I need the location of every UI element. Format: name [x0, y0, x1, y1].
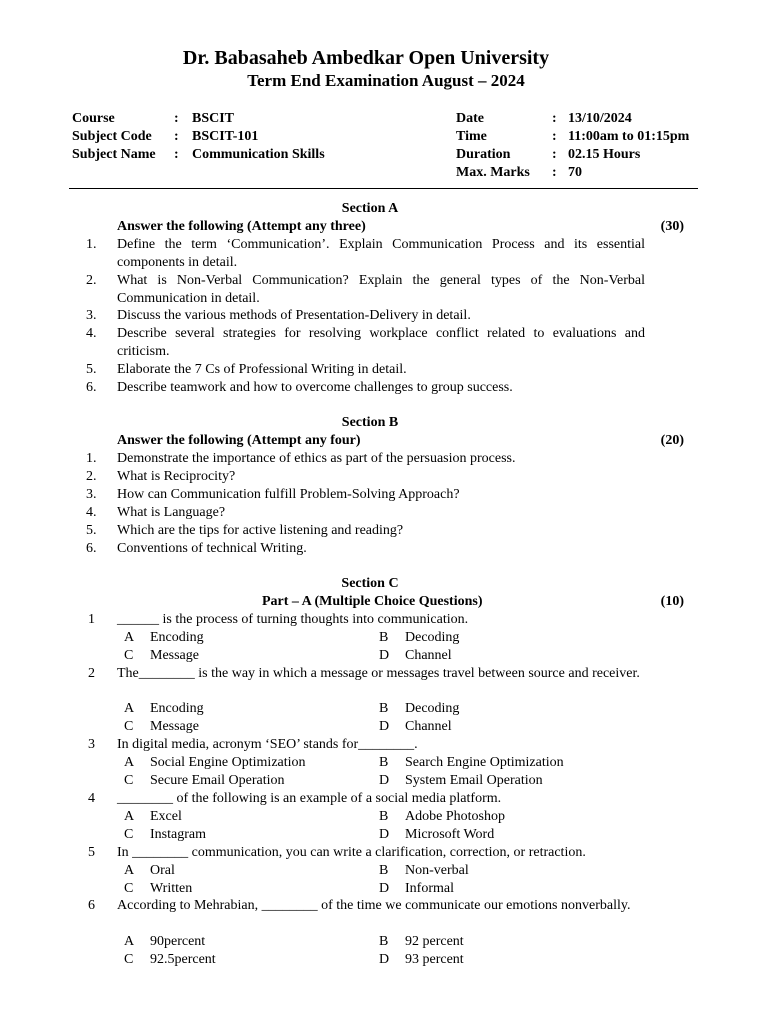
question-text: ________ of the following is an example of a social media platform. [117, 791, 502, 806]
info-value: Communication Skills [192, 147, 325, 162]
info-label: Date [456, 111, 484, 126]
info-value: BSCIT [192, 111, 235, 126]
option-text: Adobe Photoshop [405, 809, 505, 824]
question-text: What is Non-Verbal Communication? Explain the general types of the Non-Verbal Communication in detail. [117, 273, 645, 306]
question-text: ______ is the process of turning thoughts into communication. [117, 612, 469, 627]
section-marks: (10) [660, 594, 684, 609]
option-letter: B [379, 701, 389, 716]
option-letter: D [379, 719, 390, 734]
question-text: Describe teamwork and how to overcome challenges to group success. [117, 380, 513, 395]
option-letter: D [379, 952, 390, 967]
question-text: The________ is the way in which a message or messages travel between source and receiver. [117, 666, 640, 681]
exam-info [456, 110, 716, 182]
info-row-subject-code [72, 128, 432, 146]
option-letter: A [124, 809, 135, 824]
option-letter: A [124, 701, 135, 716]
header-divider [69, 188, 698, 189]
info-colon: : [552, 129, 557, 144]
question-text: Elaborate the 7 Cs of Professional Writing in detail. [117, 362, 407, 377]
info-row-subject-name [72, 146, 432, 164]
question-number: 5 [88, 845, 95, 860]
question-text: How can Communication fulfill Problem-Solving Approach? [117, 487, 460, 502]
option-text: Instagram [150, 827, 206, 842]
option-text: Channel [405, 719, 452, 734]
question-number: 3. [86, 308, 97, 323]
option-text: 90percent [150, 934, 206, 949]
option-letter: C [124, 719, 134, 734]
option-text: Excel [150, 809, 182, 824]
course-info [72, 110, 432, 164]
instruction-text: Answer the following (Attempt any three) [117, 219, 366, 234]
info-label: Subject Name [72, 147, 156, 162]
option-letter: C [124, 881, 134, 896]
question-number: 6. [86, 380, 97, 395]
question-number: 4. [86, 505, 97, 520]
section-marks: (20) [660, 433, 684, 448]
option-text: Oral [150, 863, 175, 878]
exam-title: Term End Examination August – 2024 [247, 71, 525, 90]
option-letter: A [124, 863, 135, 878]
option-letter: D [379, 648, 390, 663]
question-number: 6. [86, 541, 97, 556]
option-text: Non-verbal [405, 863, 469, 878]
option-letter: B [379, 863, 389, 878]
info-row-duration [456, 146, 716, 164]
instruction-text: Answer the following (Attempt any four) [117, 433, 361, 448]
section-b-instruction [117, 432, 687, 450]
option-letter: D [379, 773, 390, 788]
question-number: 2. [86, 469, 97, 484]
question-text: According to Mehrabian, ________ of the time we communicate our emotions nonverbally. [117, 898, 631, 913]
option-text: Channel [405, 648, 452, 663]
section-b-title: Section B [341, 415, 399, 430]
option-text: Message [150, 648, 199, 663]
option-text: Decoding [405, 630, 460, 645]
option-letter: B [379, 755, 389, 770]
option-text: Social Engine Optimization [150, 755, 306, 770]
option-text: Search Engine Optimization [405, 755, 564, 770]
option-letter: B [379, 809, 389, 824]
info-colon: : [552, 147, 557, 162]
info-colon: : [174, 111, 179, 126]
question-text: Describe several strategies for resolving workplace conflict related to evaluations and criticism. [117, 326, 645, 359]
question-text: What is Reciprocity? [117, 469, 236, 484]
option-letter: C [124, 773, 134, 788]
info-colon: : [552, 165, 557, 180]
option-text: Informal [405, 881, 454, 896]
option-letter: C [124, 648, 134, 663]
question-number: 2 [88, 666, 95, 681]
option-text: Encoding [150, 630, 204, 645]
option-text: Decoding [405, 701, 460, 716]
info-value: 02.15 Hours [568, 147, 641, 162]
option-letter: A [124, 755, 135, 770]
option-letter: B [379, 630, 389, 645]
option-text: 93 percent [405, 952, 464, 967]
question-number: 1 [88, 612, 95, 627]
info-row-time [456, 128, 716, 146]
university-title: Dr. Babasaheb Ambedkar Open University [182, 47, 550, 69]
info-row-date [456, 110, 716, 128]
question-text: Which are the tips for active listening and reading? [117, 523, 404, 538]
question-text: Define the term ‘Communication’. Explain Communication Process and its essential components in detail. [117, 237, 645, 270]
question-text: Demonstrate the importance of ethics as part of the persuasion process. [117, 451, 516, 466]
info-value: 70 [568, 165, 582, 180]
option-text: Secure Email Operation [150, 773, 285, 788]
question-number: 5. [86, 523, 97, 538]
option-text: System Email Operation [405, 773, 543, 788]
option-letter: B [379, 934, 389, 949]
option-letter: C [124, 827, 134, 842]
question-text: In digital media, acronym ‘SEO’ stands for________. [117, 737, 418, 752]
info-colon: : [174, 147, 179, 162]
info-label: Course [72, 111, 115, 126]
part-title: Part – A (Multiple Choice Questions) [262, 594, 483, 609]
question-number: 6 [88, 898, 95, 913]
info-value: 13/10/2024 [568, 111, 632, 126]
info-label: Duration [456, 147, 511, 162]
question-text: In ________ communication, you can write a clarification, correction, or retraction. [117, 845, 586, 860]
info-colon: : [174, 129, 179, 144]
info-label: Max. Marks [456, 165, 530, 180]
question-text: Discuss the various methods of Presentation-Delivery in detail. [117, 308, 471, 323]
question-number: 2. [86, 273, 97, 288]
option-letter: C [124, 952, 134, 967]
question-number: 4 [88, 791, 95, 806]
question-number: 3 [88, 737, 95, 752]
option-text: Message [150, 719, 199, 734]
option-letter: D [379, 827, 390, 842]
section-c-title: Section C [341, 576, 399, 591]
question-text: Conventions of technical Writing. [117, 541, 307, 556]
info-row-max-marks [456, 164, 716, 182]
question-number: 5. [86, 362, 97, 377]
info-colon: : [552, 111, 557, 126]
option-text: 92 percent [405, 934, 464, 949]
option-text: Written [150, 881, 193, 896]
option-letter: A [124, 630, 135, 645]
question-number: 4. [86, 326, 97, 341]
info-value: 11:00am to 01:15pm [568, 129, 690, 144]
option-letter: D [379, 881, 390, 896]
info-value: BSCIT-101 [192, 129, 259, 144]
section-a-instruction [117, 218, 687, 236]
question-text: What is Language? [117, 505, 226, 520]
option-letter: A [124, 934, 135, 949]
option-text: Microsoft Word [405, 827, 495, 842]
question-number: 3. [86, 487, 97, 502]
option-text: Encoding [150, 701, 204, 716]
info-row-course [72, 110, 432, 128]
info-label: Time [456, 129, 487, 144]
section-a-title: Section A [341, 201, 399, 216]
option-text: 92.5percent [150, 952, 216, 967]
section-marks: (30) [660, 219, 684, 234]
question-number: 1. [86, 451, 97, 466]
info-label: Subject Code [72, 129, 152, 144]
question-number: 1. [86, 237, 97, 252]
